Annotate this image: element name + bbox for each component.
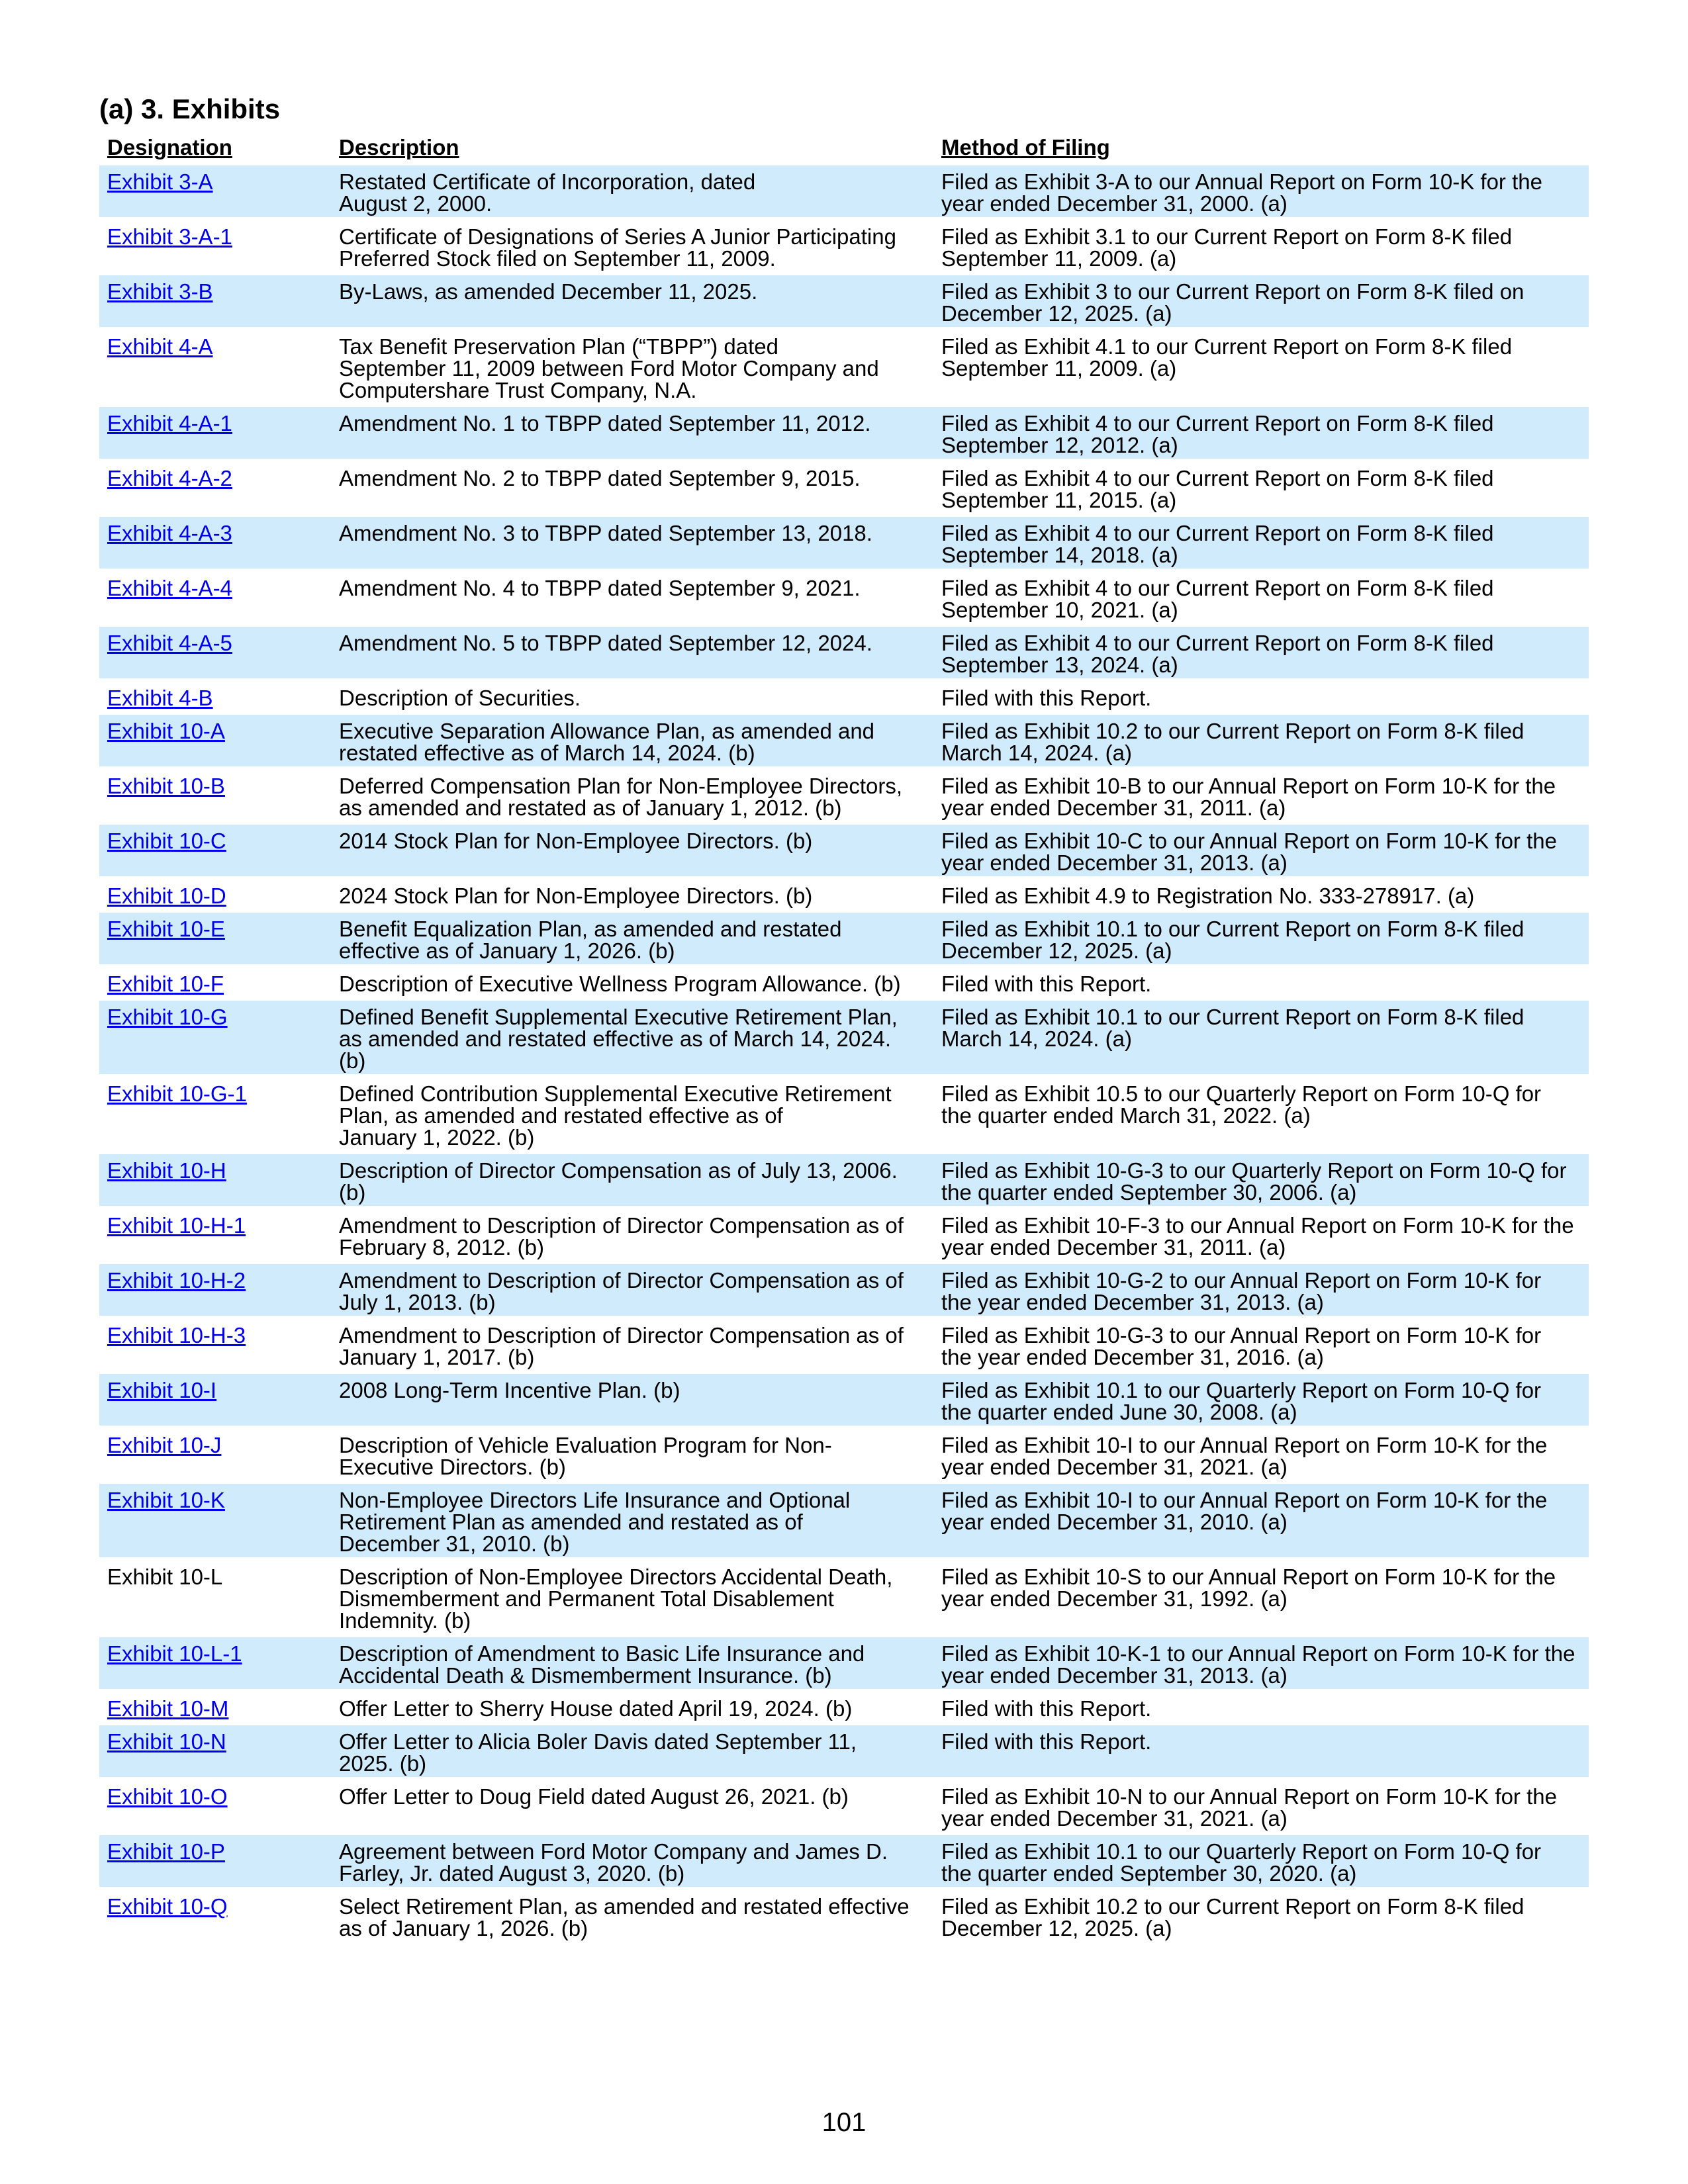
description-cell: Description of Vehicle Evaluation Program for Non- Executive Directors. (b)	[339, 1433, 832, 1479]
table-row	[99, 825, 1589, 876]
designation-cell	[99, 517, 331, 569]
exhibit-link[interactable]: Exhibit 10-H	[107, 1158, 226, 1183]
exhibit-link[interactable]: Exhibit 10-F	[107, 972, 224, 996]
table-row	[99, 572, 1589, 623]
table-row	[99, 968, 1589, 997]
table-row	[99, 220, 1589, 272]
exhibit-link[interactable]: Exhibit 10-L-1	[107, 1641, 242, 1666]
description-cell: Executive Separation Allowance Plan, as amended and restated effective as of March 14, 2024. (b)	[331, 715, 933, 766]
exhibit-link[interactable]: Exhibit 10-Q	[107, 1894, 228, 1919]
method-of-filing-cell: Filed as Exhibit 4 to our Current Report on Form 8-K filed September 13, 2024. (a)	[933, 627, 1589, 678]
table-row	[99, 407, 1589, 459]
exhibit-link[interactable]: Exhibit 4-A	[107, 334, 213, 359]
description-cell: Offer Letter to Sherry House dated April 19, 2024. (b)	[339, 1696, 853, 1721]
description-cell: Restated Certificate of Incorporation, dated August 2, 2000.	[331, 165, 933, 217]
description-cell: Amendment No. 5 to TBPP dated September 12, 2024.	[331, 627, 933, 678]
method-of-filing-cell: Filed as Exhibit 10.1 to our Current Report on Form 8-K filed December 12, 2025. (a)	[933, 913, 1589, 964]
description-cell: Benefit Equalization Plan, as amended and restated effective as of January 1, 2026. (b)	[331, 913, 933, 964]
designation-cell	[99, 1209, 331, 1261]
description-cell: 2014 Stock Plan for Non-Employee Directors. (b)	[331, 825, 933, 876]
method-of-filing-cell: Filed as Exhibit 10-G-3 to our Annual Report on Form 10-K for the year ended December 31, 2016. (a)	[941, 1323, 1542, 1369]
designation-cell	[99, 462, 331, 514]
designation-cell	[99, 880, 331, 909]
description-cell: Amendment to Description of Director Compensation as of July 1, 2013. (b)	[331, 1264, 933, 1316]
table-row	[99, 1209, 1589, 1261]
exhibit-link[interactable]: Exhibit 3-A	[107, 169, 213, 194]
designation-cell	[99, 968, 331, 997]
designation-cell	[99, 1001, 331, 1074]
designation-cell	[99, 1692, 331, 1722]
exhibit-link[interactable]: Exhibit 10-I	[107, 1378, 217, 1402]
designation-cell	[99, 1077, 331, 1151]
designation-cell	[99, 1835, 331, 1887]
method-of-filing-cell: Filed as Exhibit 10-K-1 to our Annual Report on Form 10-K for the year ended December 31, 2013. (a)	[933, 1637, 1589, 1689]
table-row	[99, 715, 1589, 766]
table-row	[99, 1835, 1589, 1887]
exhibit-link[interactable]: Exhibit 10-H-3	[107, 1323, 246, 1347]
method-of-filing-cell: Filed as Exhibit 10.2 to our Current Report on Form 8-K filed December 12, 2025. (a)	[941, 1894, 1524, 1940]
table-row	[99, 1374, 1589, 1426]
exhibit-link[interactable]: Exhibit 4-A-1	[107, 411, 232, 435]
method-of-filing-cell: Filed as Exhibit 10-G-3 to our Quarterly Report on Form 10-Q for the quarter ended September 30, 2006. (a)	[933, 1154, 1589, 1206]
description-cell: Agreement between Ford Motor Company and James D. Farley, Jr. dated August 3, 2020. (b)	[331, 1835, 933, 1887]
table-row	[99, 1725, 1589, 1777]
exhibit-link[interactable]: Exhibit 10-B	[107, 774, 225, 798]
description-cell: Amendment to Description of Director Compensation as of February 8, 2012. (b)	[339, 1213, 904, 1259]
table-row	[99, 1561, 1589, 1634]
designation-cell	[99, 275, 331, 327]
method-of-filing-cell: Filed as Exhibit 10-B to our Annual Report on Form 10-K for the year ended December 31, 2011. (a)	[941, 774, 1556, 820]
method-of-filing-cell: Filed as Exhibit 3-A to our Annual Report on Form 10-K for the year ended December 31, 2000. (a)	[933, 165, 1589, 217]
table-row	[99, 517, 1589, 569]
section-title: (a) 3. Exhibits	[99, 93, 281, 124]
method-of-filing-cell: Filed as Exhibit 10.1 to our Quarterly Report on Form 10-Q for the quarter ended September 30, 2020. (a)	[933, 1835, 1589, 1887]
exhibit-link[interactable]: Exhibit 10-H-2	[107, 1268, 246, 1293]
exhibit-link[interactable]: Exhibit 10-H-1	[107, 1213, 246, 1238]
method-of-filing-cell: Filed as Exhibit 10.1 to our Current Report on Form 8-K filed March 14, 2024. (a)	[933, 1001, 1589, 1074]
description-cell: Offer Letter to Doug Field dated August 26, 2021. (b)	[339, 1784, 849, 1809]
description-cell: Deferred Compensation Plan for Non-Employee Directors, as amended and restated as of January 1, 2012. (b)	[339, 774, 903, 820]
designation-cell	[99, 770, 331, 821]
description-cell: Tax Benefit Preservation Plan (“TBPP”) dated September 11, 2009 between Ford Motor Company and Computershare Trust Company, N.A.	[339, 334, 879, 402]
designation-cell	[99, 1637, 331, 1689]
designation-header: Designation	[107, 135, 232, 159]
exhibit-link[interactable]: Exhibit 4-A-2	[107, 466, 232, 490]
description-cell: Offer Letter to Alicia Boler Davis dated September 11, 2025. (b)	[331, 1725, 933, 1777]
table-row	[99, 880, 1589, 909]
exhibit-link[interactable]: Exhibit 10-M	[107, 1696, 229, 1721]
table-row	[99, 1484, 1589, 1557]
table-row	[99, 1890, 1589, 1942]
designation-cell	[99, 913, 331, 964]
exhibit-link[interactable]: Exhibit 10-G	[107, 1005, 228, 1029]
method-of-filing-cell: Filed as Exhibit 4.1 to our Current Report on Form 8-K filed September 11, 2009. (a)	[941, 334, 1513, 381]
description-cell: 2024 Stock Plan for Non-Employee Directors. (b)	[339, 884, 813, 908]
table-row	[99, 275, 1589, 327]
method-of-filing-cell: Filed as Exhibit 10-G-2 to our Annual Report on Form 10-K for the year ended December 31, 2013. (a)	[933, 1264, 1589, 1316]
designation-cell	[99, 1319, 331, 1371]
table-row	[99, 330, 1589, 404]
exhibit-link[interactable]: Exhibit 3-B	[107, 279, 213, 304]
description-cell: Amendment to Description of Director Compensation as of January 1, 2017. (b)	[339, 1323, 904, 1369]
table-row	[99, 1319, 1589, 1371]
designation-cell	[99, 1374, 331, 1426]
description-cell: Defined Contribution Supplemental Executive Retirement Plan, as amended and restated effective as of January 1, 2022. (b)	[339, 1081, 892, 1150]
designation-cell	[99, 682, 331, 711]
table-row	[99, 627, 1589, 678]
designation-cell	[99, 407, 331, 459]
designation-cell	[99, 1780, 331, 1832]
description-cell: Select Retirement Plan, as amended and restated effective as of January 1, 2026. (b)	[339, 1894, 910, 1940]
description-cell: Description of Director Compensation as of July 13, 2006. (b)	[331, 1154, 933, 1206]
exhibit-link[interactable]: Exhibit 10-P	[107, 1839, 225, 1864]
exhibit-link[interactable]: Exhibit 4-A-3	[107, 521, 232, 545]
exhibit-link[interactable]: Exhibit 3-A-1	[107, 224, 232, 249]
table-row	[99, 1429, 1589, 1480]
description-cell: Description of Securities.	[339, 686, 581, 710]
exhibit-link[interactable]: Exhibit 4-B	[107, 686, 213, 710]
description-cell: 2008 Long-Term Incentive Plan. (b)	[331, 1374, 933, 1426]
table-row	[99, 1780, 1589, 1832]
method-of-filing-cell: Filed as Exhibit 4 to our Current Report on Form 8-K filed September 11, 2015. (a)	[941, 466, 1494, 512]
description-cell: Certificate of Designations of Series A Junior Participating Preferred Stock filed on September 11, 2009.	[339, 224, 896, 271]
description-header: Description	[339, 135, 459, 159]
description-cell: By-Laws, as amended December 11, 2025.	[331, 275, 933, 327]
exhibit-link[interactable]: Exhibit 10-K	[107, 1488, 225, 1512]
method-of-filing-cell: Filed as Exhibit 10.2 to our Current Report on Form 8-K filed March 14, 2024. (a)	[933, 715, 1589, 766]
exhibit-link[interactable]: Exhibit 4-A-4	[107, 576, 232, 600]
table-row	[99, 462, 1589, 514]
description-cell: Amendment No. 2 to TBPP dated September 9, 2015.	[339, 466, 861, 490]
method-of-filing-cell: Filed as Exhibit 3.1 to our Current Report on Form 8-K filed September 11, 2009. (a)	[941, 224, 1513, 271]
designation-cell	[99, 1725, 331, 1777]
exhibit-link[interactable]: Exhibit 10-O	[107, 1784, 228, 1809]
method-of-filing-cell: Filed as Exhibit 10-I to our Annual Report on Form 10-K for the year ended December 31, 2010. (a)	[933, 1484, 1589, 1557]
description-cell: Description of Amendment to Basic Life Insurance and Accidental Death & Dismemberment Insurance. (b)	[331, 1637, 933, 1689]
table-row	[99, 165, 1589, 217]
exhibits-page	[99, 93, 1589, 1945]
designation-cell	[99, 1890, 331, 1942]
method-of-filing-cell: Filed as Exhibit 10-I to our Annual Report on Form 10-K for the year ended December 31, 2021. (a)	[941, 1433, 1548, 1479]
designation-cell	[99, 165, 331, 217]
table-row	[99, 1001, 1589, 1074]
designation-cell	[99, 825, 331, 876]
table-row	[99, 1154, 1589, 1206]
designation-cell	[99, 572, 331, 623]
exhibit-link[interactable]: Exhibit 10-J	[107, 1433, 222, 1457]
description-cell: Description of Executive Wellness Program Allowance. (b)	[339, 972, 901, 996]
designation-cell	[99, 1429, 331, 1480]
exhibit-link[interactable]: Exhibit 10-A	[107, 719, 225, 743]
method-of-filing-cell: Filed as Exhibit 10-N to our Annual Report on Form 10-K for the year ended December 31, 2021. (a)	[941, 1784, 1557, 1831]
method-of-filing-cell: Filed as Exhibit 3 to our Current Report on Form 8-K filed on December 12, 2025. (a)	[933, 275, 1589, 327]
method-of-filing-cell: Filed as Exhibit 4 to our Current Report on Form 8-K filed September 12, 2012. (a)	[933, 407, 1589, 459]
method-of-filing-cell: Filed as Exhibit 4 to our Current Report on Form 8-K filed September 10, 2021. (a)	[941, 576, 1494, 622]
method-of-filing-cell: Filed with this Report.	[941, 1696, 1152, 1721]
page-number: 101	[821, 2108, 867, 2137]
description-cell: Non-Employee Directors Life Insurance and Optional Retirement Plan as amended and restated as of December 31, 2010. (b)	[331, 1484, 933, 1557]
exhibits-table	[99, 131, 1589, 1945]
table-row	[99, 682, 1589, 711]
table-row	[99, 1637, 1589, 1689]
table-row	[99, 1264, 1589, 1316]
method-of-filing-cell: Filed with this Report.	[941, 686, 1152, 710]
method-of-filing-cell: Filed as Exhibit 4 to our Current Report on Form 8-K filed September 14, 2018. (a)	[933, 517, 1589, 569]
designation-cell	[99, 220, 331, 272]
table-row	[99, 1077, 1589, 1151]
method-of-filing-cell: Filed as Exhibit 10-S to our Annual Report on Form 10-K for the year ended December 31, 1992. (a)	[941, 1565, 1556, 1611]
exhibits-table-body	[99, 165, 1589, 1942]
description-cell: Amendment No. 3 to TBPP dated September 13, 2018.	[331, 517, 933, 569]
method-of-filing-cell: Filed with this Report.	[941, 972, 1152, 996]
description-cell: Defined Benefit Supplemental Executive Retirement Plan, as amended and restated effective as of March 14, 2024. (b)	[331, 1001, 933, 1074]
method-of-filing-cell: Filed as Exhibit 10-C to our Annual Report on Form 10-K for the year ended December 31, 2013. (a)	[933, 825, 1589, 876]
designation-cell	[99, 1484, 331, 1557]
exhibit-link[interactable]: Exhibit 10-E	[107, 917, 225, 941]
table-row	[99, 770, 1589, 821]
designation-cell	[99, 330, 331, 404]
designation-cell	[99, 1154, 331, 1206]
designation-cell	[99, 1561, 331, 1634]
method-header: Method of Filing	[941, 135, 1110, 159]
method-of-filing-cell: Filed as Exhibit 10-F-3 to our Annual Report on Form 10-K for the year ended December 31, 2011. (a)	[941, 1213, 1574, 1259]
exhibit-link[interactable]: Exhibit 10-G-1	[107, 1081, 247, 1106]
description-cell: Description of Non-Employee Directors Accidental Death, Dismemberment and Permanent Total Disablement Indemnity. (b)	[339, 1565, 893, 1633]
description-cell: Amendment No. 4 to TBPP dated September 9, 2021.	[339, 576, 861, 600]
exhibit-link[interactable]: Exhibit 4-A-5	[107, 631, 232, 655]
designation-cell	[99, 715, 331, 766]
exhibit-link[interactable]: Exhibit 10-D	[107, 884, 226, 908]
table-row	[99, 913, 1589, 964]
table-header-row	[99, 134, 1589, 162]
exhibit-designation: Exhibit 10-L	[107, 1565, 223, 1589]
designation-cell	[99, 1264, 331, 1316]
description-cell: Amendment No. 1 to TBPP dated September 11, 2012.	[331, 407, 933, 459]
method-of-filing-cell: Filed as Exhibit 10.1 to our Quarterly Report on Form 10-Q for the quarter ended June 30, 2008. (a)	[933, 1374, 1589, 1426]
exhibit-link[interactable]: Exhibit 10-C	[107, 829, 226, 853]
method-of-filing-cell: Filed with this Report.	[933, 1725, 1589, 1777]
table-row	[99, 1692, 1589, 1722]
method-of-filing-cell: Filed as Exhibit 4.9 to Registration No. 333-278917. (a)	[941, 884, 1475, 908]
exhibit-link[interactable]: Exhibit 10-N	[107, 1729, 226, 1754]
method-of-filing-cell: Filed as Exhibit 10.5 to our Quarterly Report on Form 10-Q for the quarter ended March 31, 2022. (a)	[941, 1081, 1542, 1128]
designation-cell	[99, 627, 331, 678]
